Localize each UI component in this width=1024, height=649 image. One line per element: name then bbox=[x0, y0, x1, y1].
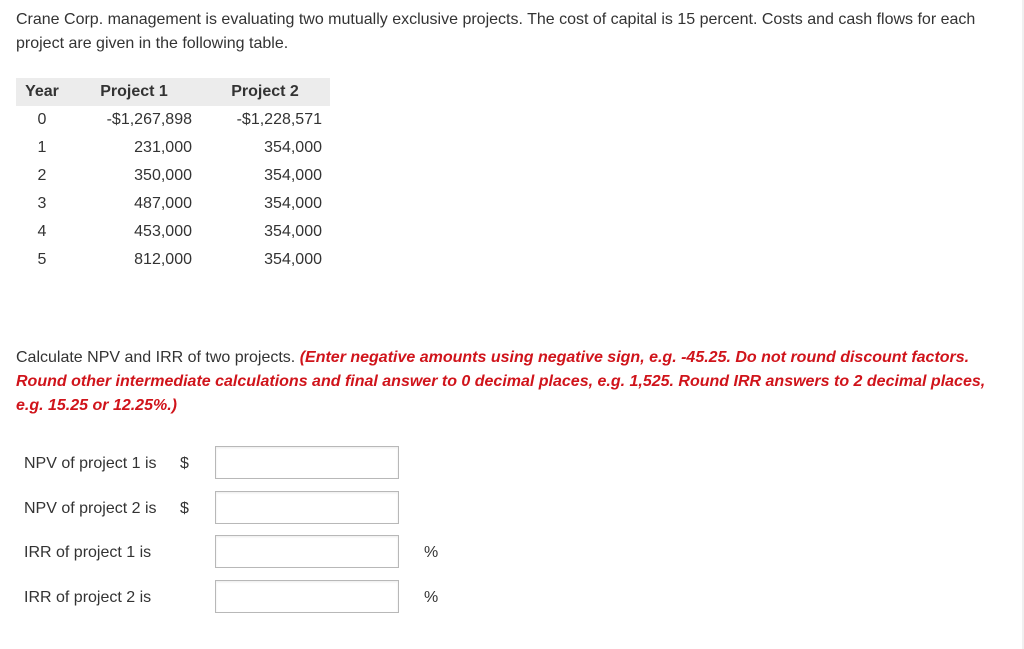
project-2-cell: 354,000 bbox=[264, 223, 322, 240]
npv-project-1-input[interactable] bbox=[215, 446, 399, 479]
project-1-cell: 350,000 bbox=[134, 167, 192, 184]
project-2-cell: 354,000 bbox=[264, 167, 322, 184]
answer-row-npv-2 bbox=[24, 491, 524, 527]
table-row bbox=[16, 134, 330, 162]
project-2-cell: -$1,228,571 bbox=[236, 111, 322, 128]
answer-row-npv-1 bbox=[24, 446, 524, 482]
instructions-note: (Enter negative amounts using negative sign, e.g. -45.25. Do not round discount factors. Round other intermediate calculations and final answer to 0 decimal places, e.g. 1,525. Round IRR answers to 2 decimal places, e.g. 15.25 or 12.25%.) bbox=[16, 349, 986, 414]
year-cell: 4 bbox=[37, 223, 47, 240]
year-cell: 3 bbox=[37, 195, 47, 212]
irr-project-2-label: IRR of project 2 is bbox=[24, 589, 152, 606]
table-row bbox=[16, 162, 330, 190]
project-2-cell: 354,000 bbox=[264, 139, 322, 156]
instructions bbox=[16, 346, 1006, 418]
answer-row-irr-2 bbox=[24, 580, 524, 616]
year-cell: 1 bbox=[37, 139, 47, 156]
answer-row-irr-1 bbox=[24, 535, 524, 571]
year-cell: 5 bbox=[37, 251, 47, 268]
currency-symbol: $ bbox=[180, 455, 189, 472]
table-row bbox=[16, 218, 330, 246]
percent-symbol: % bbox=[424, 589, 439, 606]
year-cell: 2 bbox=[37, 167, 47, 184]
irr-project-1-input[interactable] bbox=[215, 535, 399, 568]
project-2-cell: 354,000 bbox=[264, 195, 322, 212]
irr-project-2-input[interactable] bbox=[215, 580, 399, 613]
irr-project-1-label: IRR of project 1 is bbox=[24, 544, 152, 561]
instructions-lead: Calculate NPV and IRR of two projects. bbox=[16, 349, 296, 366]
project-1-cell: 453,000 bbox=[134, 223, 192, 240]
table-row bbox=[16, 246, 330, 274]
project-1-cell: 231,000 bbox=[134, 139, 192, 156]
project-1-cell: 487,000 bbox=[134, 195, 192, 212]
header-project-1: Project 1 bbox=[68, 78, 200, 106]
table-row bbox=[16, 190, 330, 218]
cash-flow-table bbox=[16, 78, 330, 274]
project-2-cell: 354,000 bbox=[264, 251, 322, 268]
problem-statement: Crane Corp. management is evaluating two mutually exclusive projects. The cost of capital is 15 percent. Costs and cash flows for each project are given in the following table. bbox=[16, 11, 976, 52]
table-header-row bbox=[16, 78, 330, 106]
header-project-2: Project 2 bbox=[200, 78, 330, 106]
table-row bbox=[16, 106, 330, 134]
percent-symbol: % bbox=[424, 544, 439, 561]
project-1-cell: 812,000 bbox=[134, 251, 192, 268]
project-1-cell: -$1,267,898 bbox=[106, 111, 192, 128]
year-cell: 0 bbox=[37, 111, 47, 128]
header-year: Year bbox=[16, 78, 68, 106]
npv-project-2-input[interactable] bbox=[215, 491, 399, 524]
npv-project-1-label: NPV of project 1 is bbox=[24, 455, 157, 472]
npv-project-2-label: NPV of project 2 is bbox=[24, 500, 157, 517]
currency-symbol: $ bbox=[180, 500, 189, 517]
